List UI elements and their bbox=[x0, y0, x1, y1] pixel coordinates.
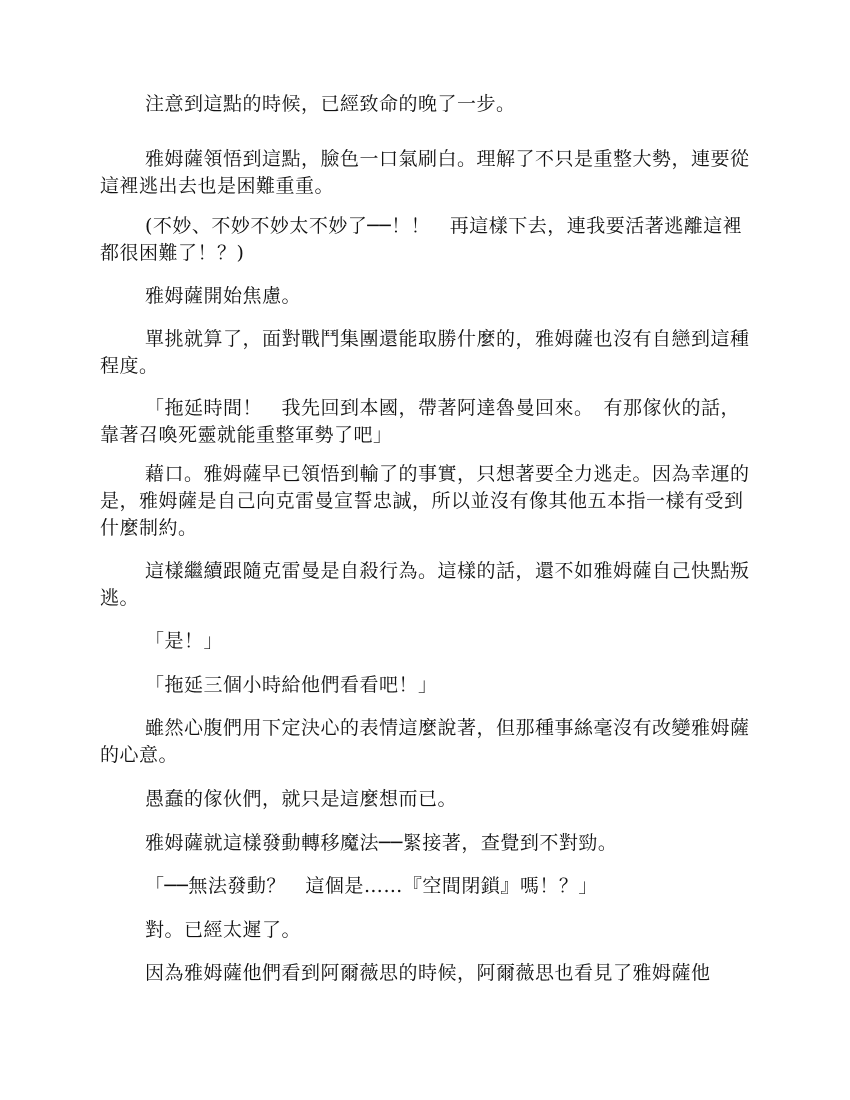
paragraph: 單挑就算了，面對戰鬥集團還能取勝什麼的，雅姆薩也沒有自戀到這種程度。 bbox=[100, 328, 750, 377]
paragraph: 「拖延三個小時給他們看看吧！」 bbox=[145, 674, 438, 696]
paragraph: 藉口。雅姆薩早已領悟到輸了的事實，只想著要全力逃走。因為幸運的是，雅姆薩是自己向克雷曼宣誓忠誠，所以並沒有像其他五本指一樣有受到什麼制約。 bbox=[100, 463, 750, 539]
paragraph: 「拖延時間！ 我先回到本國，帶著阿達魯曼回來。 有那傢伙的話，靠著召喚死靈就能重整軍勢了吧」 bbox=[100, 397, 741, 446]
paragraph: 對。已經太遲了。 bbox=[145, 919, 302, 941]
paragraph: 因為雅姆薩他們看到阿爾薇思的時候，阿爾薇思也看見了雅姆薩他 bbox=[145, 962, 711, 984]
paragraph: 雅姆薩就這樣發動轉移魔法──緊接著，查覺到不對勁。 bbox=[145, 832, 618, 854]
paragraph: 雖然心腹們用下定決心的表情這麼說著，但那種事絲毫沒有改變雅姆薩的心意。 bbox=[100, 717, 750, 766]
paragraph: 這樣繼續跟隨克雷曼是自殺行為。這樣的話，還不如雅姆薩自己快點叛逃。 bbox=[100, 560, 750, 609]
paragraph: 「──無法發動？ 這個是……『空間閉鎖』嗎！？」 bbox=[145, 875, 598, 897]
paragraph: 雅姆薩開始焦慮。 bbox=[145, 285, 302, 307]
paragraph: 「是！」 bbox=[145, 630, 224, 652]
paragraph: (不妙、不妙不妙太不妙了──！！ 再這樣下去，連我要活著逃離這裡都很困難了！？) bbox=[100, 215, 743, 264]
paragraph: 雅姆薩領悟到這點，臉色一口氣刷白。理解了不只是重整大勢，連要從這裡逃出去也是困難重重。 bbox=[100, 148, 750, 197]
paragraph: 愚蠢的傢伙們，就只是這麼想而已。 bbox=[145, 788, 458, 810]
paragraph: 注意到這點的時候，已經致命的晚了一步。 bbox=[145, 93, 516, 115]
